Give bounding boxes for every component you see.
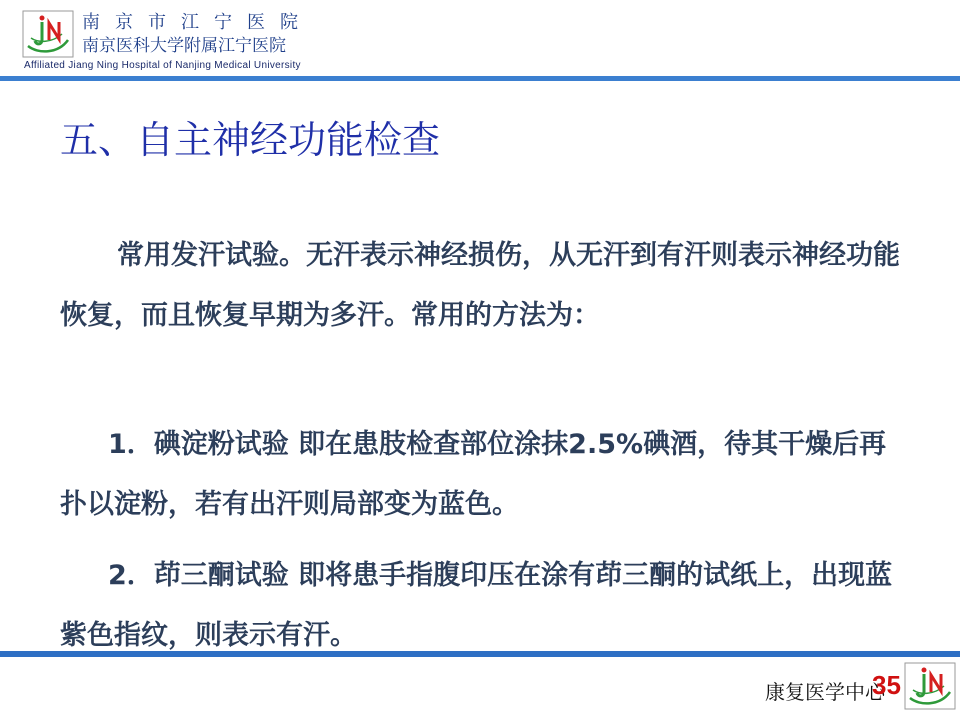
paragraph-method-2: 2．茚三酮试验 即将患手指腹印压在涂有茚三酮的试纸上，出现蓝紫色指纹，则表示有汗。 (60, 560, 893, 651)
header-divider (0, 76, 960, 81)
hospital-affiliation: 南京医科大学附属江宁医院 (82, 36, 286, 56)
paragraph-method-1: 1．碘淀粉试验 即在患肢检查部位涂抹2.5%碘酒，待其干燥后再扑以淀粉，若有出汗则局部变为蓝色。 (60, 429, 887, 520)
paragraph-intro: 常用发汗试验。无汗表示神经损伤，从无汗到有汗则表示神经功能恢复，而且恢复早期为多汗。常用的方法为： (60, 240, 900, 331)
hospital-name: 南京市江宁医院 (82, 12, 313, 33)
hospital-logo-icon (904, 662, 956, 710)
footer-center-name: 康复医学中心 (765, 680, 885, 704)
page-number: 35 (872, 670, 901, 700)
footer-divider (0, 651, 960, 657)
slide-title: 五、自主神经功能检查 (60, 118, 441, 162)
hospital-english-name: Affiliated Jiang Ning Hospital of Nanjing Medical University (24, 60, 301, 71)
hospital-logo-icon (22, 10, 74, 58)
